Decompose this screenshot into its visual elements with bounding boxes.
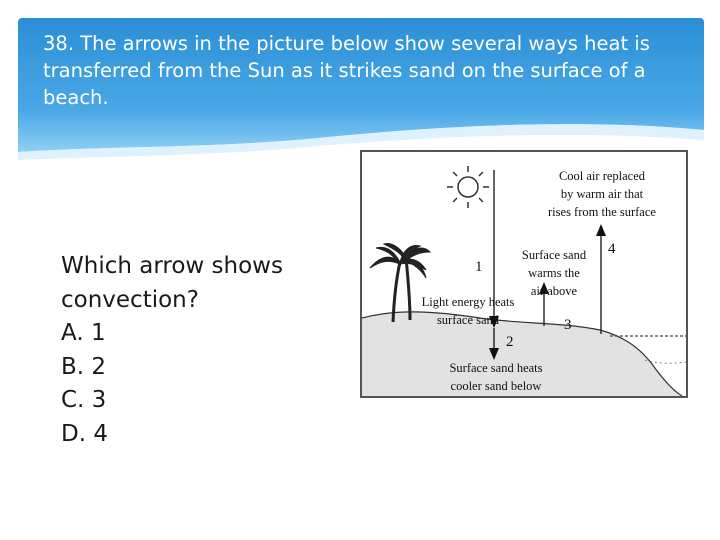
- prompt-line-2: convection?: [61, 286, 199, 313]
- label-light-energy-1: Light energy heats: [421, 295, 515, 309]
- label-cool-air-1: Cool air replaced: [558, 169, 646, 183]
- option-b[interactable]: B. 2: [61, 353, 107, 380]
- label-cool-air-3: rises from the surface: [548, 205, 656, 219]
- label-heats-below-2: cooler sand below: [450, 379, 542, 393]
- arrow-number-4: 4: [608, 241, 616, 257]
- arrow-number-3: 3: [564, 317, 572, 333]
- arrow-number-2: 2: [506, 334, 514, 350]
- label-light-energy-2: surface sand: [436, 313, 500, 327]
- option-c[interactable]: C. 3: [61, 387, 107, 413]
- label-surface-sand-1: Surface sand: [521, 248, 587, 262]
- prompt-line-1: Which arrow shows: [61, 253, 283, 279]
- label-surface-sand-3: air above: [530, 284, 578, 298]
- beach-diagram: [360, 150, 688, 398]
- answer-list: [61, 250, 283, 451]
- question-text: 38. The arrows in the picture below show several ways heat is transferred from the Sun as it strikes sand on the surface of a beach.: [43, 32, 650, 109]
- option-d[interactable]: D. 4: [61, 420, 108, 447]
- label-heats-below-1: Surface sand heats: [449, 361, 543, 375]
- option-a[interactable]: A. 1: [61, 320, 106, 346]
- label-cool-air-2: by warm air that: [560, 187, 644, 201]
- label-surface-sand-2: warms the: [528, 266, 580, 280]
- diagram-canvas: [360, 150, 688, 398]
- arrow-number-1: 1: [475, 259, 483, 275]
